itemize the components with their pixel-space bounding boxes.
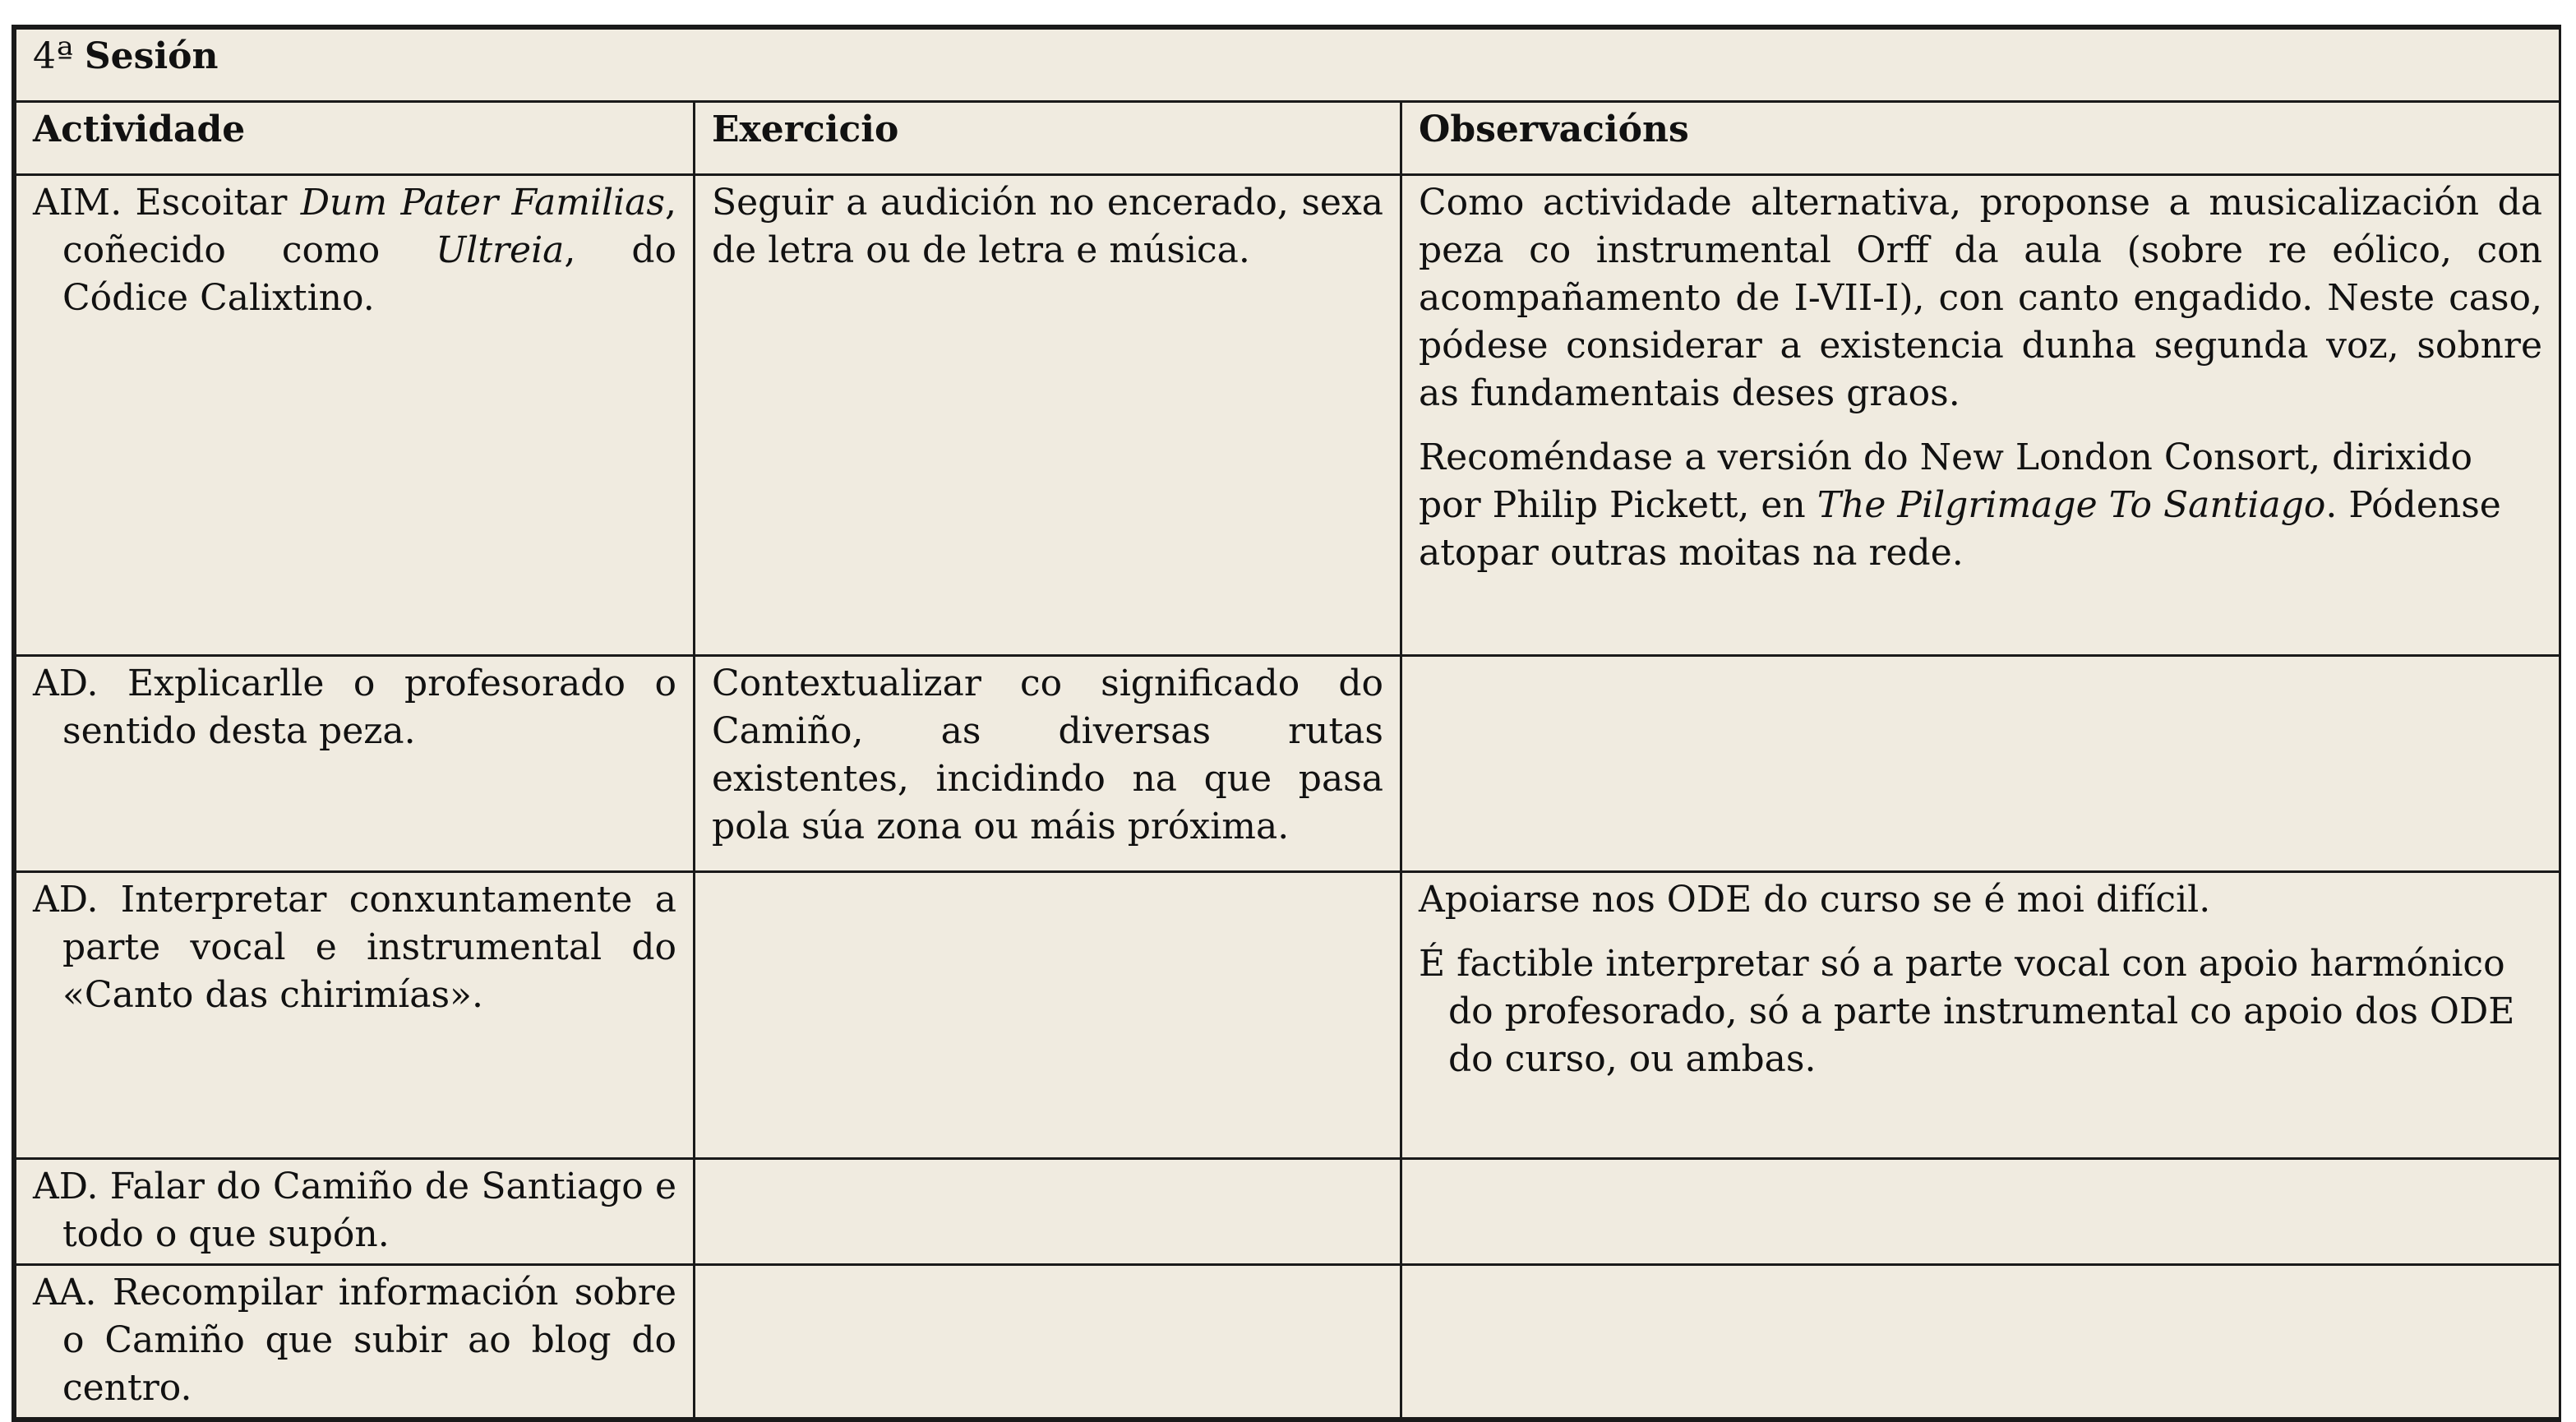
table-row [16, 656, 2560, 872]
header-exercise: Exercicio [695, 102, 1401, 175]
header-activity: Actividade [16, 102, 695, 175]
exercise-cell [695, 1159, 1401, 1265]
observations-cell [1401, 656, 2560, 872]
exercise-text: Seguir a audición no encerado, sexa de letra ou de letra e música. [712, 182, 1383, 271]
table-row [16, 1159, 2560, 1265]
table-row [16, 1265, 2560, 1419]
activity-text: AD. Interpretar conxuntamente a parte vocal e instrumental do «Canto das chirimías». [33, 879, 676, 1016]
exercise-text: Contextualizar co significado do Camiño, as diversas rutas existentes, incidindo na que pasa pola súa zona ou máis próxima. [712, 663, 1383, 847]
activity-cell [16, 872, 695, 1159]
table-row [16, 175, 2560, 656]
session-title [16, 29, 2560, 102]
session-table [14, 27, 2561, 1420]
exercise-cell [695, 175, 1401, 656]
session-table-container [12, 25, 2561, 1422]
observations-cell [1401, 175, 2560, 656]
activity-text: AIM. Escoitar Dum Pater Familias, coñecido como Ultreia, do Códice Calixtino. [33, 182, 676, 319]
table-row [16, 872, 2560, 1159]
activity-text: AD. Explicarlle o profesorado o sentido desta peza. [33, 663, 676, 752]
observation-paragraph: Recoméndase a versión do New London Consort, dirixido por Philip Pickett, en The Pilgrimage To Santiago. Pódense atopar outras moitas na rede. [1419, 436, 2501, 574]
session-number: 4ª [33, 35, 73, 77]
session-title-row [16, 29, 2560, 102]
observations-cell [1401, 1159, 2560, 1265]
exercise-cell [695, 872, 1401, 1159]
activity-cell [16, 1265, 695, 1419]
session-label: Sesión [84, 35, 219, 77]
observations-cell [1401, 1265, 2560, 1419]
header-observations: Observacións [1401, 102, 2560, 175]
observation-paragraph: Como actividade alternativa, proponse a musicalización da peza co instrumental Orff da aula (sobre re eólico, con acompañamento de I-VII-I), con canto engadido. Neste caso, pódese considerar a existencia dunha segunda voz, sobnre as fundamentais deses graos. [1419, 182, 2542, 414]
activity-text: AD. Falar do Camiño de Santiago e todo o que supón. [33, 1166, 676, 1255]
observation-paragraph: É factible interpretar só a parte vocal con apoio harmónico do profesorado, só a parte instrumental co apoio dos ODE do curso, ou ambas. [1419, 943, 2515, 1080]
observations-cell [1401, 872, 2560, 1159]
header-row [16, 102, 2560, 175]
activity-text: AA. Recompilar información sobre o Camiño que subir ao blog do centro. [33, 1272, 676, 1409]
exercise-cell [695, 1265, 1401, 1419]
activity-cell [16, 656, 695, 872]
activity-cell [16, 175, 695, 656]
observation-paragraph: Apoiarse nos ODE do curso se é moi difícil. [1419, 879, 2211, 921]
activity-cell [16, 1159, 695, 1265]
exercise-cell [695, 656, 1401, 872]
